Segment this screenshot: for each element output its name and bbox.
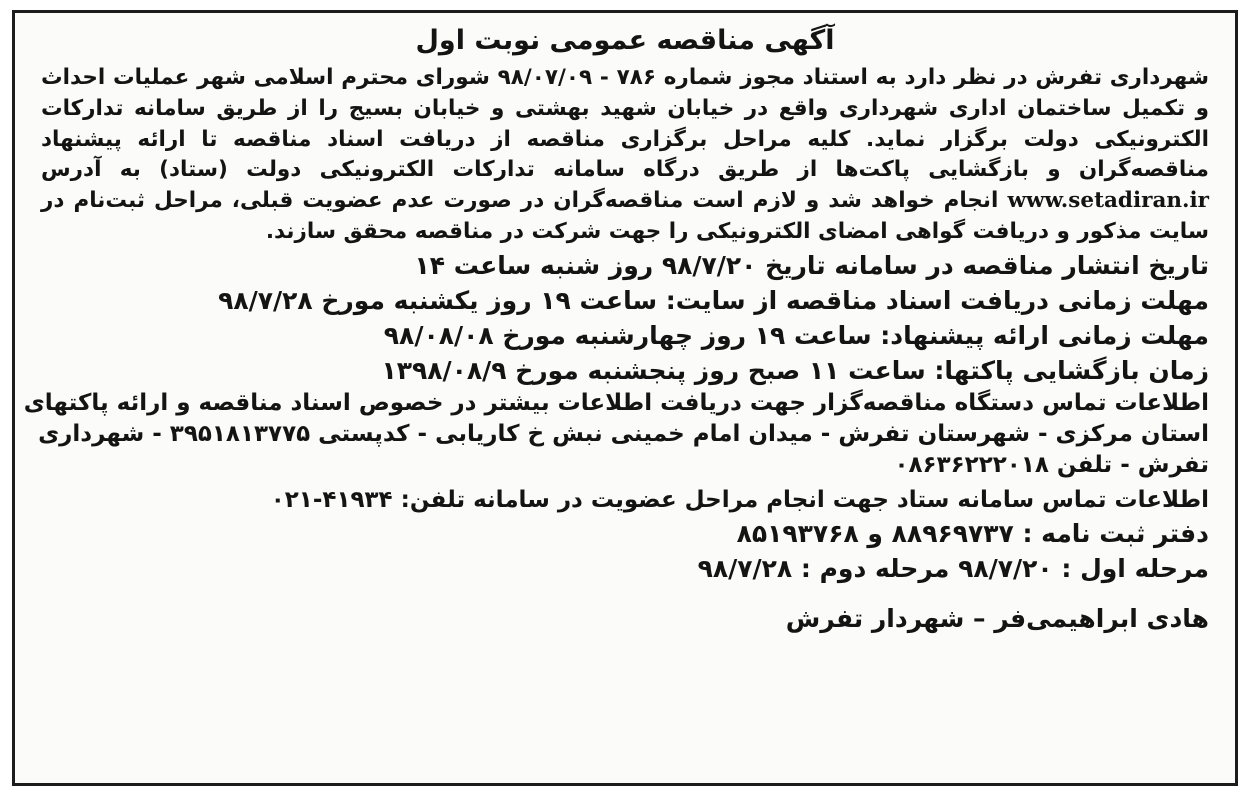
intro-text: شهرداری تفرش در نظر دارد به استناد مجوز شماره ۷۸۶ - ۹۸/۰۷/۰۹ شورای محترم اسلامی شهر عملیات احداث و تکمیل ساختمان اداری شهرداری واقع در خیابان شهید بهشتی و خیابان بسیج را از طریق سامانه تدارکات الکترونیکی دولت برگزار نماید. کلیه مراحل برگزاری مناقصه از دریافت اسناد مناقصه تا ارائه پیشنهاد مناقصه‌گران و بازگشایی پاکت‌ها از طریق درگاه سامانه تدارکات الکترونیکی دولت (ستاد) به آدرس: [41, 65, 1209, 183]
contact-line-2: استان مرکزی - شهرستان تفرش - میدان امام خمینی نبش خ کاریابی - کدپستی ۳۹۵۱۸۱۳۷۷۵ - شهرداری: [38, 420, 1209, 447]
stages-line: مرحله اول : ۹۸/۷/۲۰ مرحله دوم : ۹۸/۷/۲۸: [697, 553, 1209, 583]
setad-contact-line: اطلاعات تماس سامانه ستاد جهت انجام مراحل عضویت در سامانه تلفن: ۴۱۹۳۴-۰۲۱: [270, 486, 1209, 513]
publish-date-line: تاریخ انتشار مناقصه در سامانه تاریخ ۹۸/۷/۲۰ روز شنبه ساعت ۱۴: [414, 250, 1209, 280]
doc-deadline-line: مهلت زمانی دریافت اسناد مناقصه از سایت: ساعت ۱۹ روز یکشنبه مورخ ۹۸/۷/۲۸: [218, 285, 1209, 315]
notice-title: آگهی مناقصه عمومی نوبت اول: [415, 25, 835, 56]
notice-frame: [12, 10, 1238, 786]
signature: هادی ابراهیمی‌فر – شهردار تفرش: [785, 603, 1209, 633]
contact-line-1: اطلاعات تماس دستگاه مناقصه‌گزار جهت دریافت اطلاعات بیشتر در خصوص اسناد مناقصه و ارائه پاکتهای: [23, 389, 1209, 416]
offer-deadline-line: مهلت زمانی ارائه پیشنهاد: ساعت ۱۹ روز چهارشنبه مورخ ۹۸/۰۸/۰۸: [383, 320, 1209, 350]
notice-content: [15, 13, 1235, 633]
website-address: www.setadiran.ir: [1007, 188, 1209, 214]
notice-intro-paragraph: [41, 63, 1209, 248]
intro-rest-text: انجام خواهد شد و لازم است مناقصه‌گران در صورت عدم عضویت قبلی، مراحل ثبت‌نام در سایت مذکور و دریافت گواهی امضای الکترونیکی را جهت شرکت در مناقصه محقق سازند.: [41, 188, 1209, 244]
registry-line: دفتر ثبت نامه : ۸۸۹۶۹۷۳۷ و ۸۵۱۹۳۷۶۸: [736, 518, 1209, 548]
opening-time-line: زمان بازگشایی پاکتها: ساعت ۱۱ صبح روز پنجشنبه مورخ ۱۳۹۸/۰۸/۹: [381, 355, 1209, 385]
contact-line-3: تفرش - تلفن ۰۸۶۳۶۲۲۲۰۱۸: [894, 451, 1209, 478]
